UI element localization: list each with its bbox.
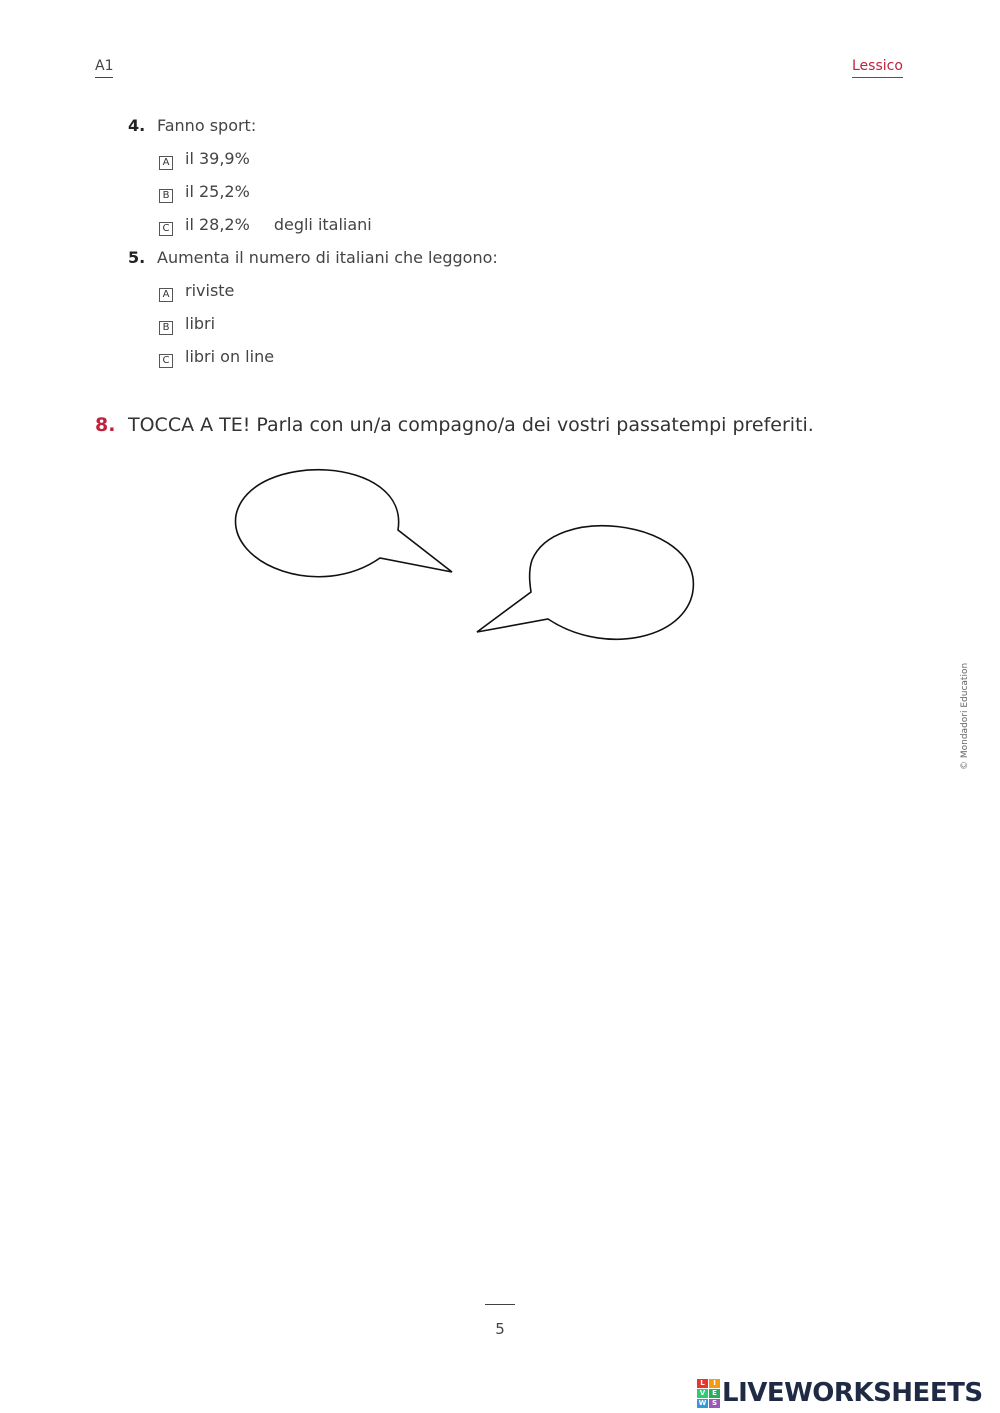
option-a[interactable] <box>159 149 250 170</box>
option-checkbox[interactable]: A <box>159 288 173 302</box>
option-checkbox[interactable]: C <box>159 222 173 236</box>
option-text: il 25,2% <box>185 182 250 201</box>
logo-text: LIVEWORKSHEETS <box>722 1378 983 1408</box>
option-text: libri <box>185 314 216 333</box>
page-number-rule <box>485 1304 515 1305</box>
option-b[interactable] <box>159 314 215 335</box>
level-label: A1 <box>95 58 113 78</box>
option-c[interactable] <box>159 215 372 236</box>
question-number: 4. <box>128 116 146 135</box>
question-text: Fanno sport: <box>157 116 257 135</box>
question-number: 5. <box>128 248 146 267</box>
logo-cell: L <box>697 1379 708 1388</box>
option-checkbox[interactable]: B <box>159 321 173 335</box>
logo-cell: V <box>697 1389 708 1398</box>
option-c[interactable] <box>159 347 274 368</box>
exercise-instruction: TOCCA A TE! Parla con un/a compagno/a dei vostri passatempi preferiti. <box>128 414 814 436</box>
liveworksheets-logo <box>697 1378 983 1408</box>
option-text: libri on line <box>185 347 275 366</box>
exercise-number: 8. <box>95 414 116 436</box>
speech-bubble-right <box>477 526 693 640</box>
option-checkbox[interactable]: B <box>159 189 173 203</box>
question-text: Aumenta il numero di italiani che leggono: <box>157 248 498 267</box>
option-suffix: degli italiani <box>273 215 372 234</box>
copyright-notice: © Mondadori Education <box>960 662 970 770</box>
speech-bubbles <box>225 455 705 650</box>
option-checkbox[interactable]: A <box>159 156 173 170</box>
logo-cell: E <box>709 1389 720 1398</box>
logo-cell: I <box>709 1379 720 1388</box>
logo-cell: W <box>698 1398 707 1407</box>
option-text: il 39,9% <box>185 149 250 168</box>
logo-cell: S <box>709 1399 720 1408</box>
logo-grid-icon <box>697 1379 720 1408</box>
option-a[interactable] <box>159 281 234 302</box>
option-text: riviste <box>185 281 235 300</box>
section-label: Lessico <box>852 58 903 78</box>
option-b[interactable] <box>159 182 250 203</box>
page-number: 5 <box>495 1320 505 1338</box>
speech-bubble-left <box>236 470 452 577</box>
option-text: il 28,2% <box>185 215 250 234</box>
option-checkbox[interactable]: C <box>159 354 173 368</box>
